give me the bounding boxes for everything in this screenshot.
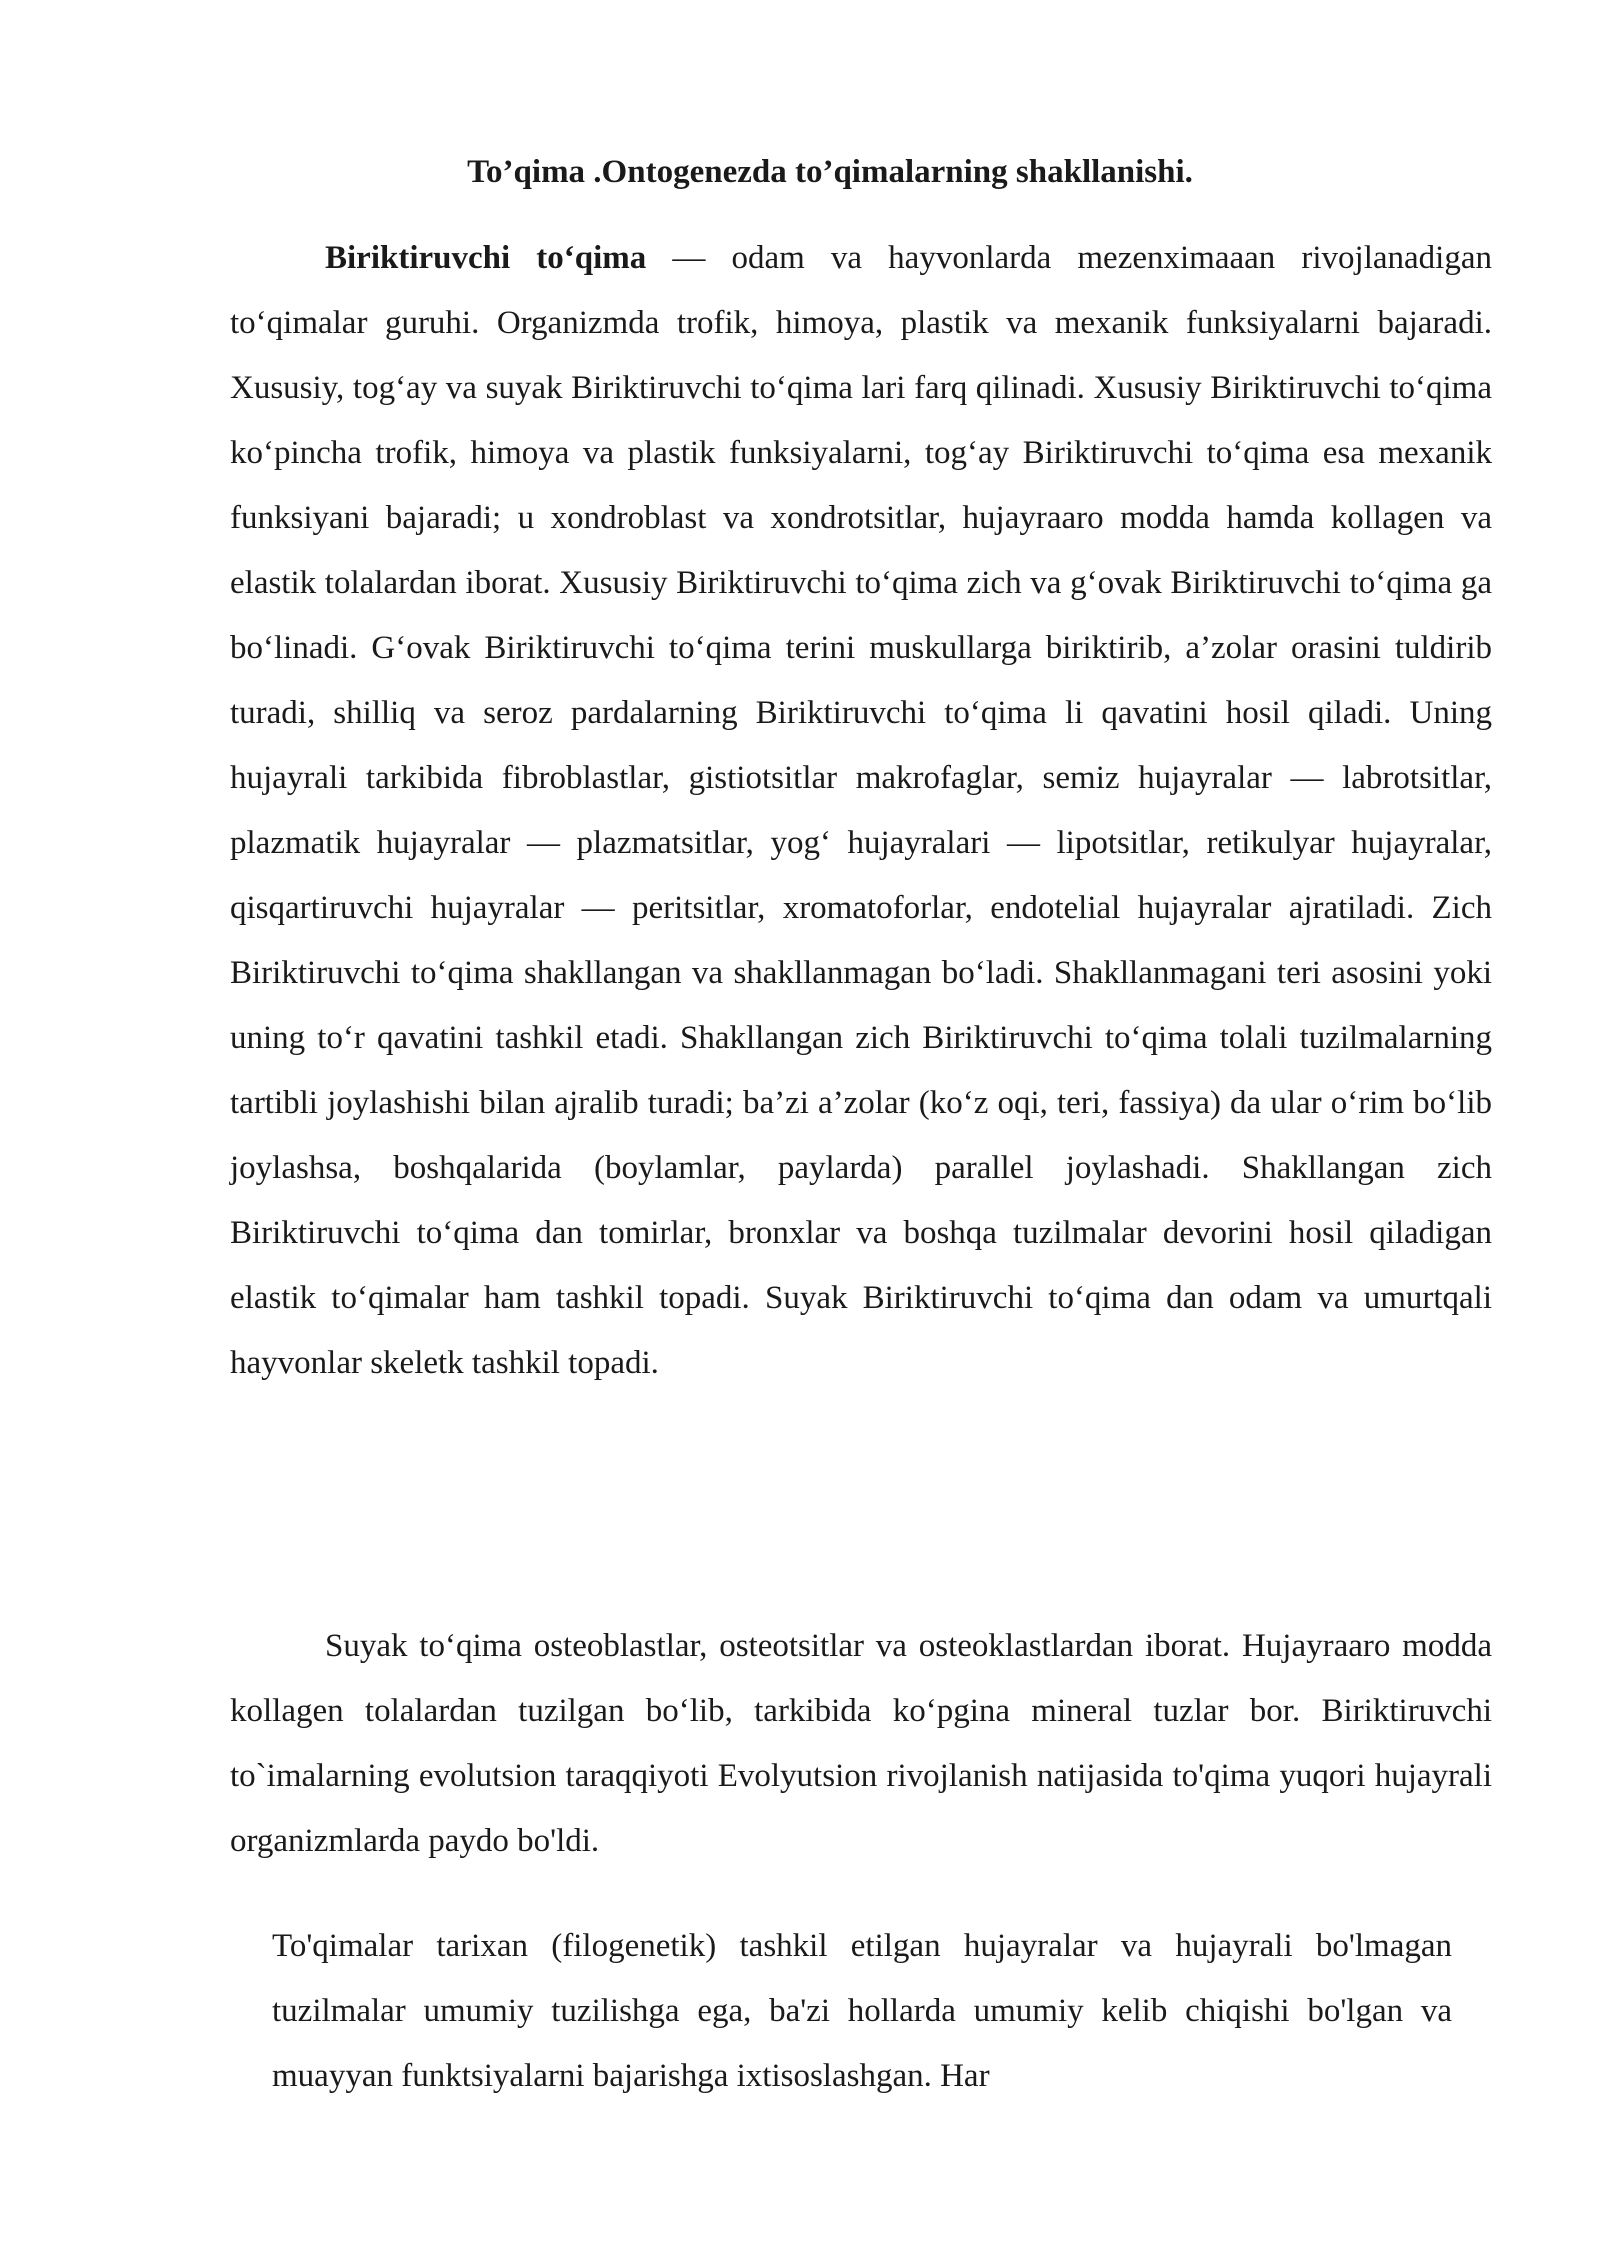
paragraph-connective-tissue — [230, 226, 1492, 1396]
paragraph-bone-tissue: Suyak to‘qima osteoblastlar, osteotsitlar va osteoklastlardan iborat. Hujayraaro modda kollagen tolalardan tuzilgan bo‘lib, tarkibida ko‘pgina mineral tuzlar bor. Biriktiruvchi to`imalarning evolutsion taraqqiyoti Evolyutsion rivojlanish natijasida to'qima yuqori hujayrali organizmlarda paydo bo'ldi. — [230, 1628, 1492, 1859]
document-title: To’qima .Ontogenezda to’qimalarning shakllanishi. — [467, 154, 1193, 190]
paragraph-1-text: — odam va hayvonlarda mezenximaaan rivojlanadigan to‘qimalar guruhi. Organizmda trofik, himoya, plastik va mexanik funksiyalarni bajaradi. Xususiy, tog‘ay va suyak Biriktiruvchi to‘qima lari farq qilinadi. Xususiy Biriktiruvchi to‘qima ko‘pincha trofik, himoya va plastik funksiyalarni, tog‘ay Biriktiruvchi to‘qima esa mexanik funksiyani bajaradi; u xondroblast va xondrotsitlar, hujayraaro modda hamda kollagen va elastik tolalardan iborat. Xususiy Biriktiruvchi to‘qima zich va g‘ovak Biriktiruvchi to‘qima ga bo‘linadi. G‘ovak Biriktiruvchi to‘qima terini muskullarga biriktirib, a’zolar orasini tuldirib turadi, shilliq va seroz pardalarning Biriktiruvchi to‘qima li qavatini hosil qiladi. Uning hujayrali tarkibida fibroblastlar, gistiotsitlar makrofaglar, semiz hujayralar — labrotsitlar, plazmatik hujayralar — plazmatsitlar, yog‘ hujayralari — lipotsitlar, retikulyar hujayralar, qisqartiruvchi hujayralar — peritsitlar, xromatoforlar, endotelial hujayralar ajratiladi. Zich Biriktiruvchi to‘qima shakllangan va shakllanmagan bo‘ladi. Shakllanmagani teri asosini yoki uning to‘r qavatini tashkil etadi. Shakllangan zich Biriktiruvchi to‘qima tolali tuzilmalarning tartibli joylashishi bilan ajralib turadi; ba’zi a’zolar (ko‘z oqi, teri, fassiya) da ular o‘rim bo‘lib joylashsa, boshqalarida (boylamlar, paylarda) parallel joylashadi. Shakllangan zich Biriktiruvchi to‘qima dan tomirlar, bronxlar va boshqa tuzilmalar devorini hosil qiladigan elastik to‘qimalar ham tashkil topadi. Suyak Biriktiruvchi to‘qima dan odam va umurtqali hayvonlar skeletk tashkil topadi. — [230, 240, 1492, 1381]
term-biriktiruvchi-toqima: Biriktiruvchi to‘qima — [325, 240, 647, 276]
paragraph-tissues-history: To'qimalar tarixan (filogenetik) tashkil etilgan hujayralar va hujayrali bo'lmagan tuzilmalar umumiy tuzilishga ega, ba'zi hollarda umumiy kelib chiqishi bo'lgan va muayyan funktsiyalarni bajarishga ixtisoslashgan. Har — [272, 1928, 1452, 2094]
